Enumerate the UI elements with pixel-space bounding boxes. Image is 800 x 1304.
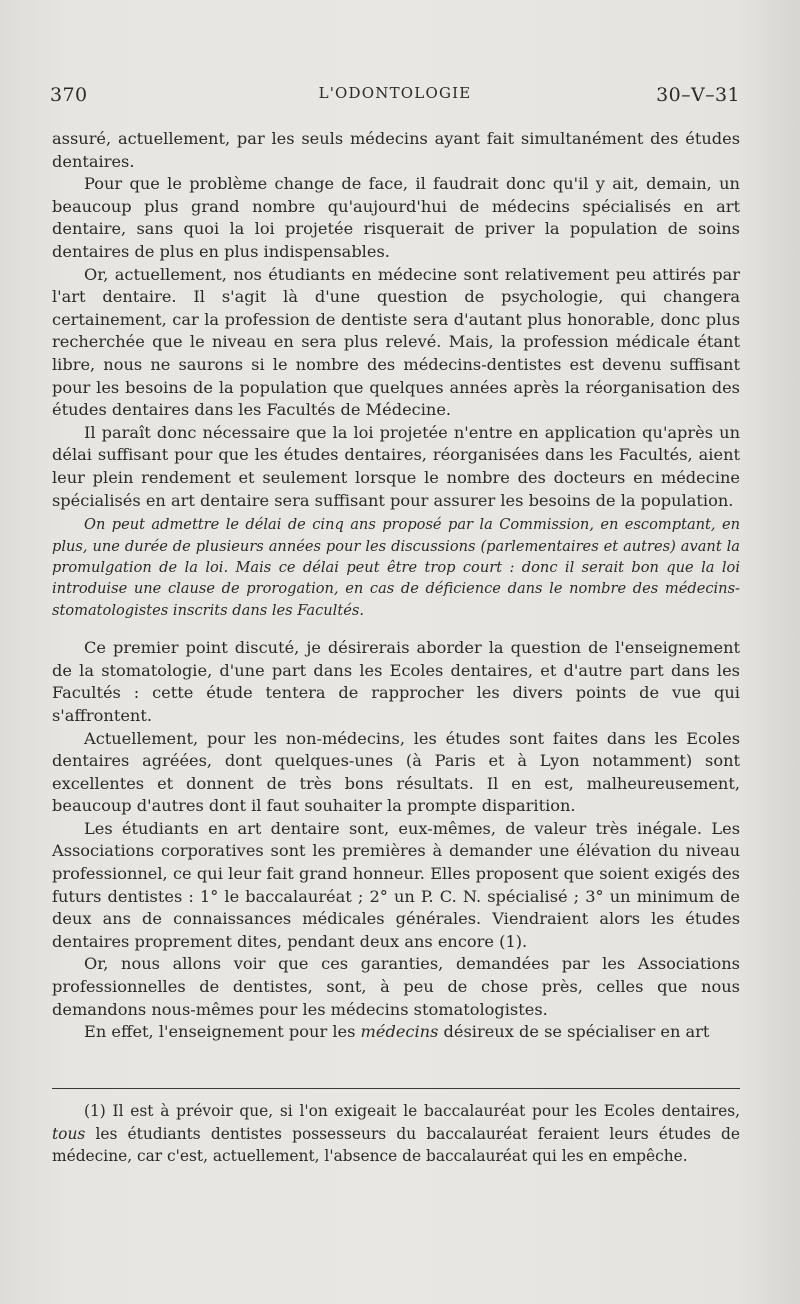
paragraph: Or, nous allons voir que ces garanties, demandées par les Associations professionnelles de dentistes, sont, à peu de chose près, celles que nous demandons nous-mêmes pour les médecins stomatologistes. [52, 954, 740, 1019]
footnote-text [52, 1100, 740, 1168]
text-run: En effet, l'enseignement pour les [84, 1022, 361, 1042]
main-text [52, 128, 740, 1044]
paragraph: Il paraît donc nécessaire que la loi projetée n'entre en application qu'après un délai suffisant pour que les études dentaires, réorganisées dans les Facultés, aient leur plein rendement et seulement lorsque le nombre des docteurs en médecine spécialisés en art dentaire sera suffisant pour assurer les besoins de la population. [52, 422, 740, 510]
footnote-divider [52, 1088, 740, 1089]
text-run: (1) Il est à prévoir que, si l'on exigeait le baccalauréat pour les Ecoles dentaires, [84, 1102, 740, 1120]
paragraph: Ce premier point discuté, je désirerais aborder la question de l'enseignement de la stomatologie, d'une part dans les Ecoles dentaires, et d'autre part dans les Facultés : cette étude tentera de rapprocher les divers points de vue qui s'affrontent. [52, 638, 740, 725]
paragraph: Pour que le problème change de face, il faudrait donc qu'il y ait, demain, un beaucoup plus grand nombre qu'aujourd'hui de médecins spécialisés en art dentaire, sans quoi la loi projetée risquerait de priver la population de soins dentaires de plus en plus indispensables. [52, 174, 740, 261]
footnote [52, 1100, 740, 1168]
emphasis: tous [52, 1124, 86, 1143]
text-run: les étudiants dentistes possesseurs du baccalauréat feraient leurs études de médecine, car c'est, actuellement, l'absence de baccalauréat qui les en empêche. [52, 1124, 740, 1166]
text-run: désireux de se spécialiser en art [438, 1022, 710, 1042]
italic-conclusion: On peut admettre le délai de cinq ans proposé par la Commission, en escomptant, en plus, une durée de plusieurs années pour les discussions (parlementaires et autres) avant la promulgation de la loi. Mais ce délai peut être trop court : donc il serait bon que la loi introduise une clause de prorogation, en cas de déficience dans le nombre des médecins-stomatologistes inscrits dans les Facultés. [52, 516, 740, 619]
paragraph: Actuellement, pour les non-médecins, les études sont faites dans les Ecoles dentaires agréées, dont quelques-unes (à Paris et à Lyon notamment) sont excellentes et donnent de très bons résultats. Il en est, malheureusement, beaucoup d'autres dont il faut souhaiter la prompte disparition. [52, 728, 740, 816]
running-header [50, 80, 740, 110]
paragraph: Les étudiants en art dentaire sont, eux-mêmes, de valeur très inégale. Les Associations corporatives sont les premières à demander une élévation du niveau professionnel, ce qui leur fait grand honneur. Elles proposent que soient exigés des futurs dentistes : 1° le baccalauréat ; 2° un P. C. N. spécialisé ; 3° un minimum de deux ans de connaissances médicales générales. Viendraient alors les études dentaires proprement dites, pendant deux ans encore (1). [52, 818, 740, 951]
paragraph [52, 1021, 740, 1044]
page-number: 370 [50, 84, 88, 106]
journal-title: L'ODONTOLOGIE [318, 84, 472, 102]
paragraph: Or, actuellement, nos étudiants en médecine sont relativement peu attirés par l'art dentaire. Il s'agit là d'une question de psychologie, qui changera certainement, car la profession de dentiste sera d'autant plus honorable, donc plus recherchée que le niveau en sera plus relevé. Mais, la profession médicale étant libre, nous ne saurons si le nombre des médecins-dentistes est devenu suffisant pour les besoins de la population que quelques années après la réorganisation des études dentaires dans les Facultés de Médecine. [52, 264, 740, 420]
issue-date: 30–V–31 [656, 84, 740, 106]
emphasis: médecins [360, 1022, 439, 1042]
paragraph: assuré, actuellement, par les seuls médecins ayant fait simultanément des études dentaires. [52, 129, 740, 171]
